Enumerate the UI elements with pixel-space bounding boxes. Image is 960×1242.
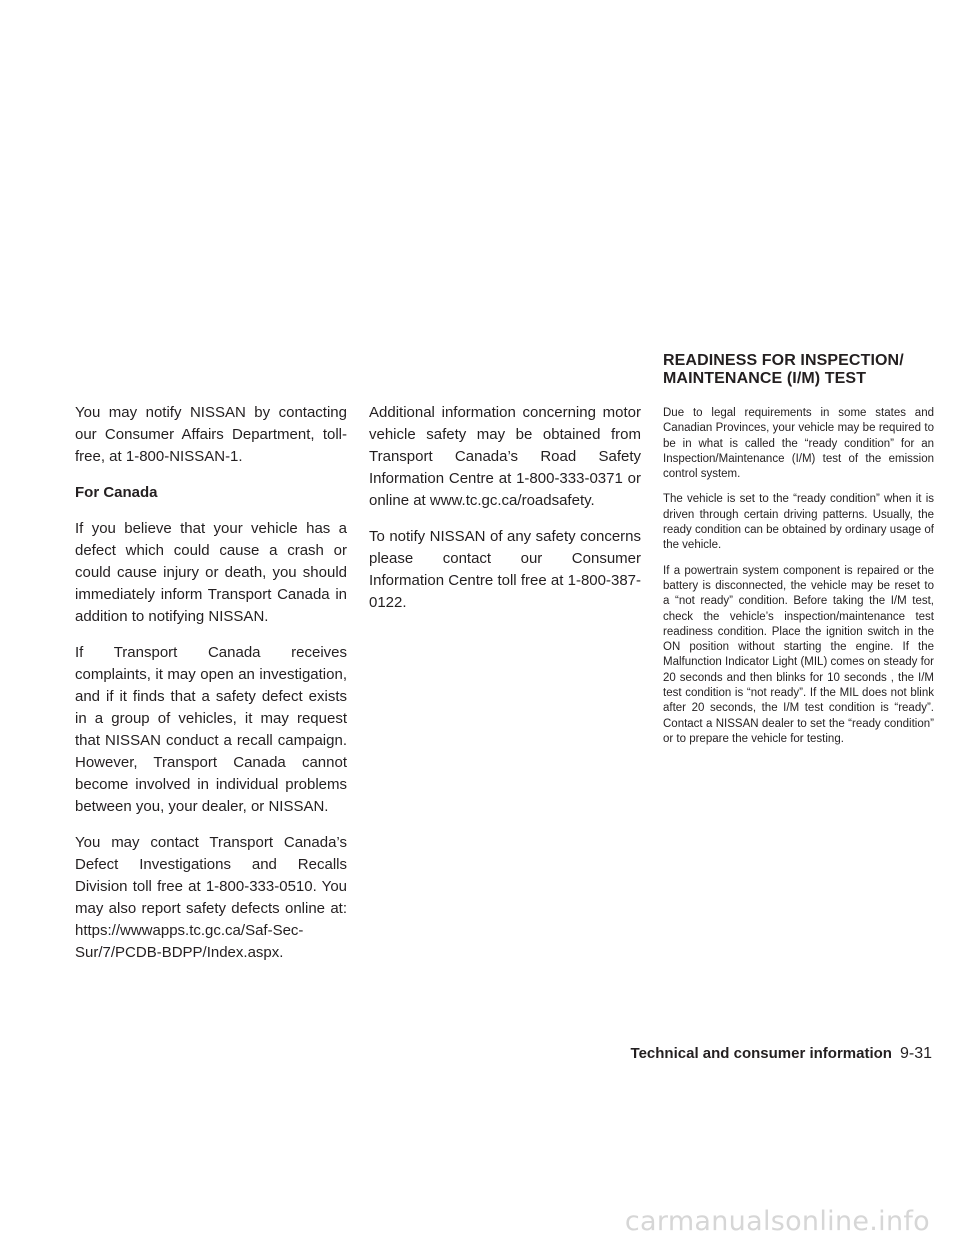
- defect-investigations-paragraph: You may contact Transport Canada’s Defect Investigations and Recalls Division toll free at 1-800-333-0510. You may also report safety defects online at: https://wwwapps.tc.gc.ca/Saf-Sec-Sur/7/PCDB-BDPP/Index.aspx.: [75, 834, 347, 961]
- road-safety-info-paragraph: Additional information concerning motor vehicle safety may be obtained from Transport Canada’s Road Safety Information Centre at 1-800-333-0371 or online at www.tc.gc.ca/roadsafety.: [369, 404, 641, 509]
- transport-canada-complaints-paragraph: If Transport Canada receives complaints, it may open an investigation, and if it finds that a safety defect exists in a group of vehicles, it may request that NISSAN conduct a recall campaign. However, Transport Canada cannot become involved in individual problems between you, your dealer, or NISSAN.: [75, 644, 347, 815]
- canada-defect-paragraph: If you believe that your vehicle has a defect which could cause a crash or could cause injury or death, you should immediately inform Transport Canada in addition to notifying NISSAN.: [75, 520, 347, 625]
- footer-section-title: Technical and consumer information: [630, 1045, 892, 1062]
- powertrain-reset-paragraph: If a powertrain system component is repaired or the battery is disconnected, the vehicle may be reset to a “not ready” condition. Before taking the I/M test, check the vehicle’s inspection/maintenance test readiness condition. Place the ignition switch in the ON position without starting the engine. If the Malfunction Indicator Light (MIL) comes on steady for 20 seconds and then blinks for 10 seconds , the I/M test condition is “not ready”. If the MIL does not blink after 20 seconds, the I/M test condition is “ready”. Contact a NISSAN dealer to set the “ready condition” or to prepare the vehicle for testing.: [663, 564, 935, 745]
- page-footer: [631, 1045, 932, 1063]
- watermark-text: carmanualsonline.info: [624, 1206, 930, 1237]
- legal-requirements-paragraph: Due to legal requirements in some states and Canadian Provinces, your vehicle may be required to be in what is called the “ready condition” for an Inspection/Maintenance (I/M) test of the emission control system.: [663, 407, 934, 481]
- readiness-section-title: [663, 352, 934, 388]
- left-column: [75, 402, 347, 978]
- right-column: [663, 352, 934, 757]
- title-line-2: MAINTENANCE (I/M) TEST: [663, 370, 867, 387]
- title-line-1: READINESS FOR INSPECTION/: [663, 352, 904, 369]
- ready-condition-paragraph: The vehicle is set to the “ready condition” when it is driven through certain driving patterns. Usually, the ready condition can be obtained by ordinary usage of the vehicle.: [663, 493, 934, 552]
- for-canada-heading: For Canada: [75, 484, 158, 501]
- page-number: 9-31: [899, 1045, 932, 1062]
- consumer-information-centre-paragraph: To notify NISSAN of any safety concerns please contact our Consumer Information Centre toll free at 1-800-387-0122.: [369, 528, 641, 611]
- watermark-bar: [0, 1204, 960, 1242]
- middle-column: [369, 402, 641, 628]
- notify-nissan-paragraph: You may notify NISSAN by contacting our Consumer Affairs Department, toll-free, at 1-800-NISSAN-1.: [75, 404, 347, 465]
